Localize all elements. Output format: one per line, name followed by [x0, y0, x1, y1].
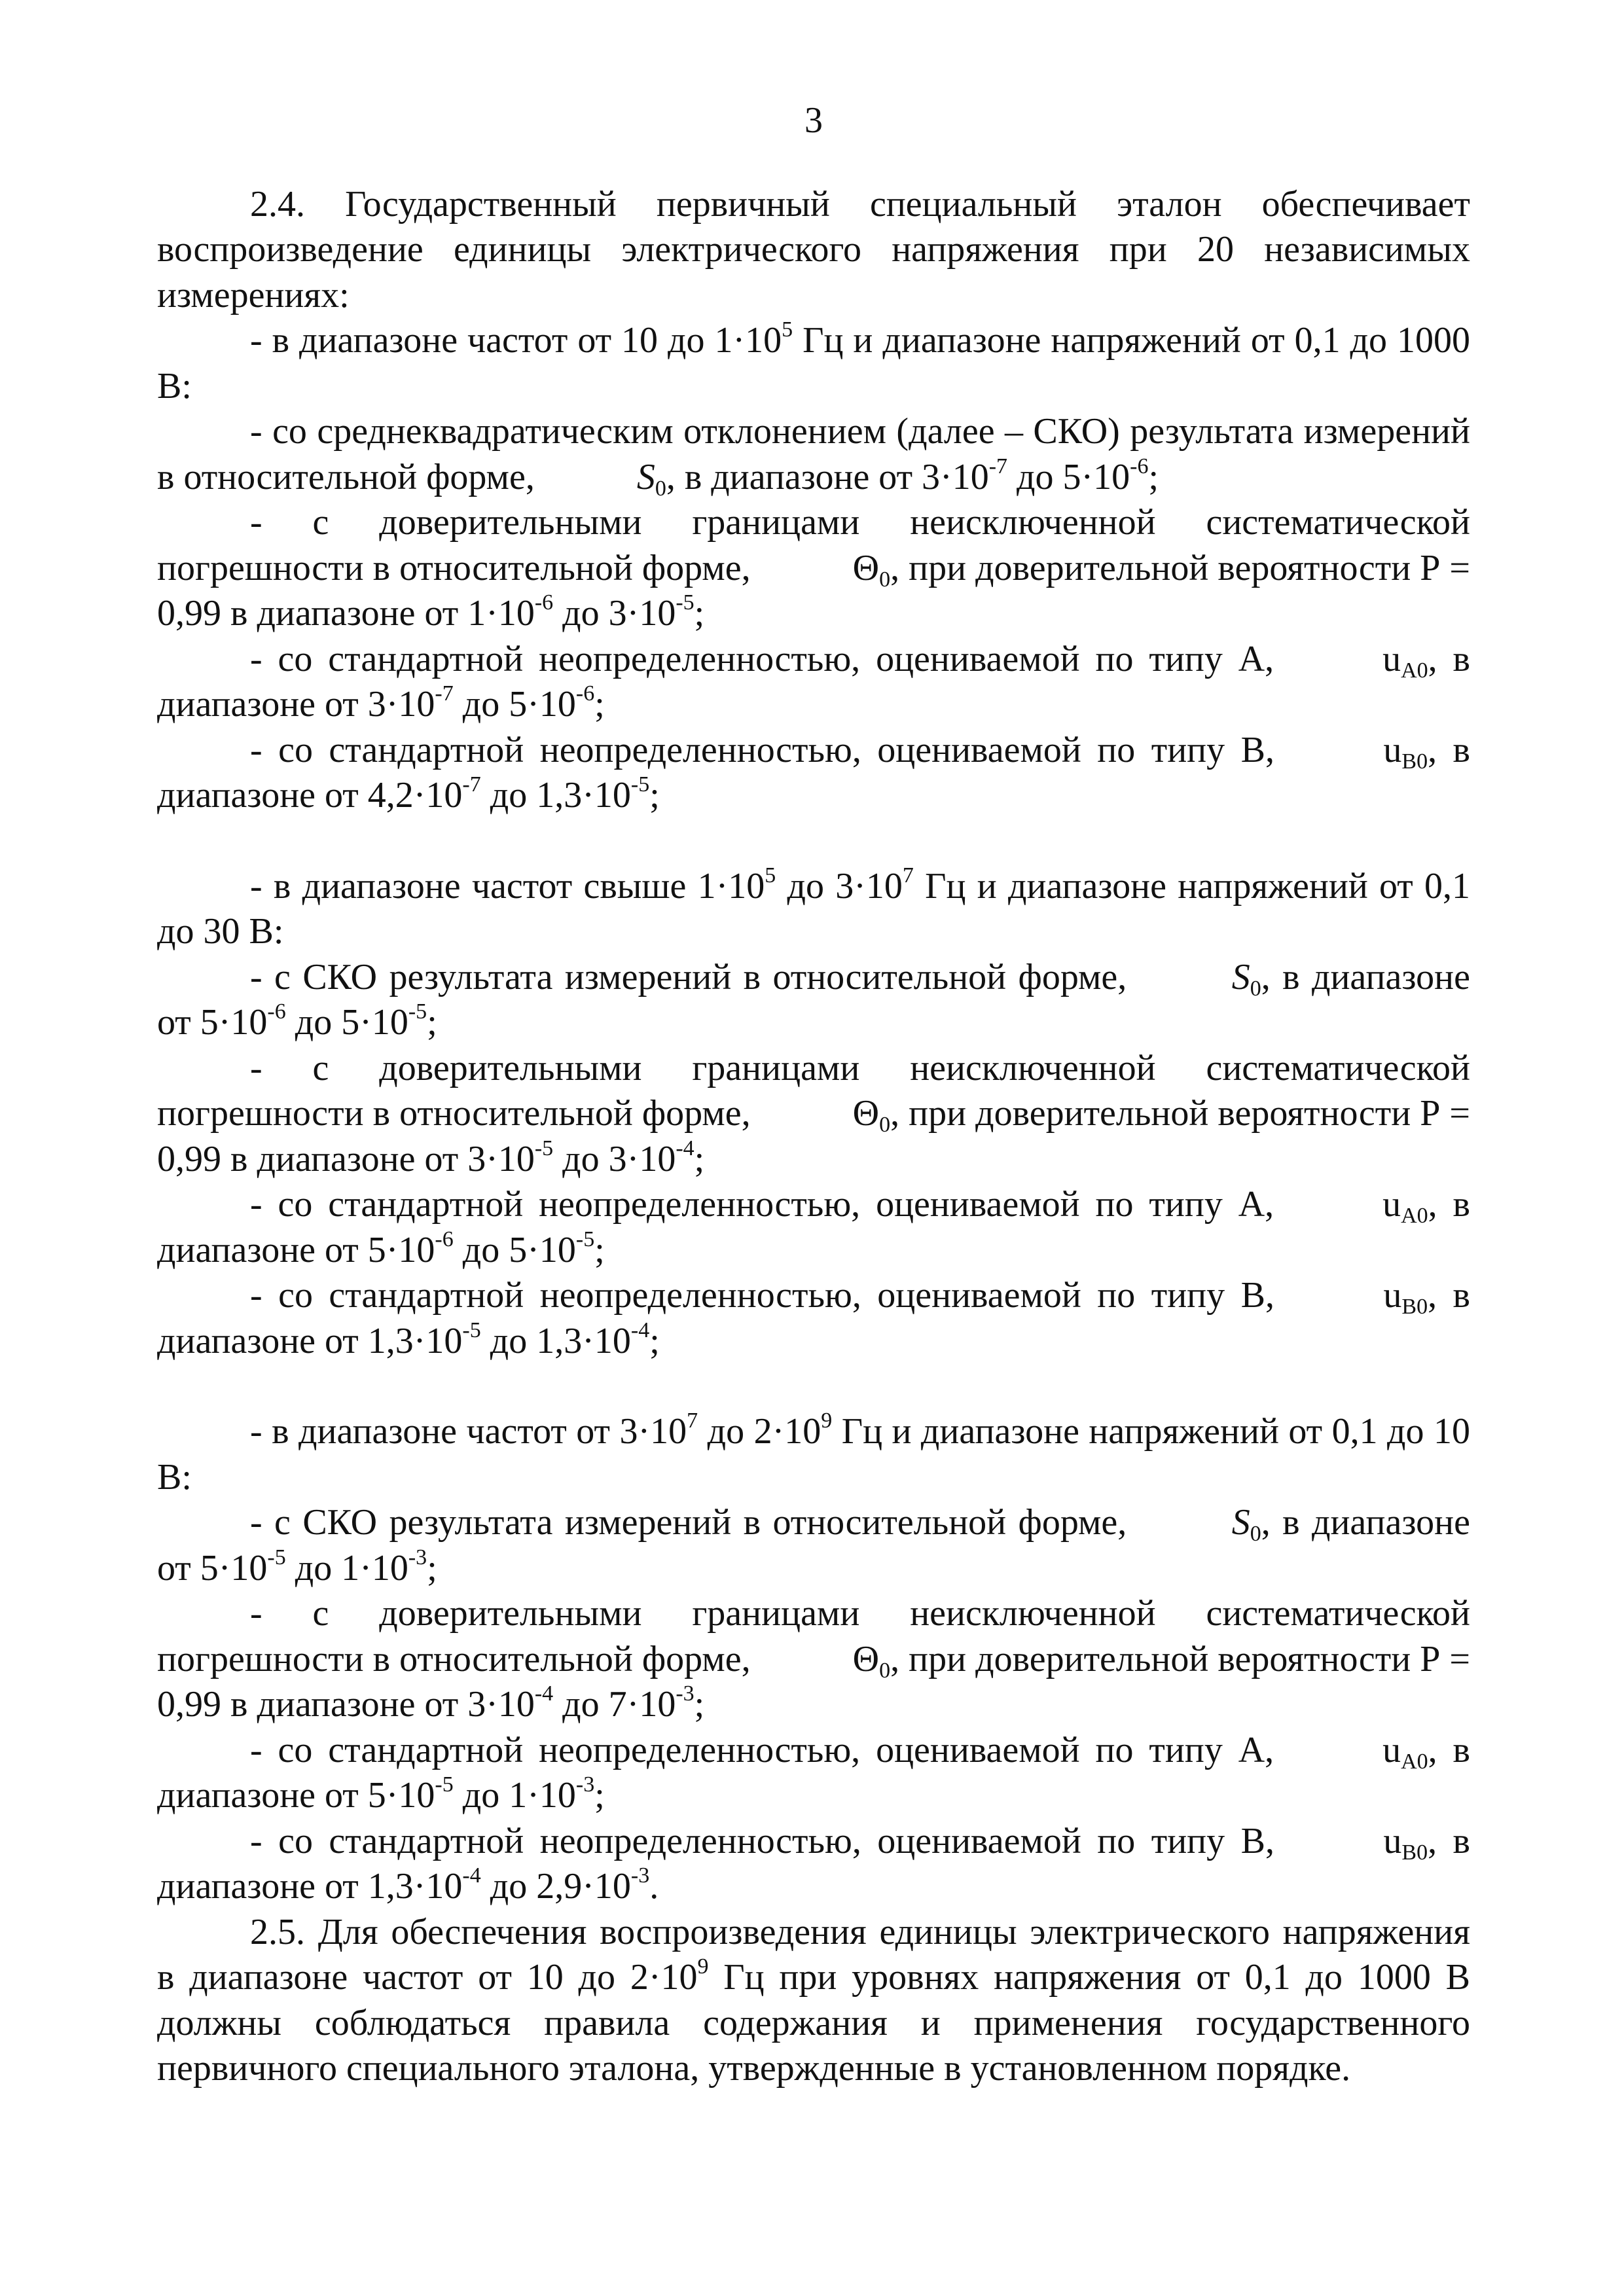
range-2-bounds: - с доверительными границами неисключенной систематической погрешности в относительной форме, $\Theta_0$, при доверительной вероятности Р = 0,99 в диапазоне от $3\cdot 10^{-5}$ до $3\cdot 10^{-4}$;: [157, 1047, 1470, 1179]
range-1-sko: - со среднеквадратическим отклонением (далее – СКО) результата измерений в относительной форме, $S_0$, в диапазоне от $3\cdot 10^{-7}$ до $5\cdot 10^{-6}$;: [157, 411, 1470, 501]
paragraph-2-4-intro: 2.4. Государственный первичный специальный эталон обеспечивает воспроизведение единицы электрического напряжения при 20 независимых измерениях:: [157, 183, 1470, 315]
range-3-sko: - с СКО результата измерений в относительной форме, $S_0$, в диапазоне от $5\cdot 10^{-5}$ до $1\cdot 10^{-3}$;: [157, 1502, 1470, 1588]
range-3-uncertainty-a: - со стандартной неопределенностью, оцениваемой по типу А, $u_{A0}$, в диапазоне от $5\cdot 10^{-5}$ до $1\cdot 10^{-3}$;: [157, 1729, 1470, 1816]
page-number: 3: [804, 100, 823, 141]
range-2-uncertainty-a: - со стандартной неопределенностью, оцениваемой по типу А, $u_{A0}$, в диапазоне от $5\cdot 10^{-6}$ до $5\cdot 10^{-5}$;: [157, 1184, 1470, 1270]
range-1-bounds: - с доверительными границами неисключенной систематической погрешности в относительной форме, $\Theta_0$, при доверительной вероятности Р = 0,99 в диапазоне от $1\cdot 10^{-6}$ до $3\cdot 10^{-5}$;: [157, 502, 1470, 634]
range-3-uncertainty-b: - со стандартной неопределенностью, оцениваемой по типу В, $u_{B0}$, в диапазоне от $1,3\cdot 10^{-4}$ до $2,9\cdot 10^{-3}$.: [157, 1820, 1470, 1907]
spacer: [157, 1364, 1470, 1409]
paragraph-2-5: 2.5. Для обеспечения воспроизведения единицы электрического напряжения в диапазоне частот от 10 до $2\cdot 10^9$ Гц при уровнях напряжения от 0,1 до 1000 В должны соблюдаться правила содержания и применения государственного первичного специального эталона, утвержденные в установленном порядке.: [157, 1911, 1470, 2089]
range-1-uncertainty-a: - со стандартной неопределенностью, оцениваемой по типу А, $u_{A0}$, в диапазоне от $3\cdot 10^{-7}$ до $5\cdot 10^{-6}$;: [157, 638, 1470, 725]
document-page: [157, 98, 1470, 2092]
range-1-uncertainty-b: - со стандартной неопределенностью, оцениваемой по типу В, $u_{B0}$, в диапазоне от $4,2\cdot 10^{-7}$ до $1,3\cdot 10^{-5}$;: [157, 729, 1470, 816]
range-2-uncertainty-b: - со стандартной неопределенностью, оцениваемой по типу В, $u_{B0}$, в диапазоне от $1,3\cdot 10^{-5}$ до $1,3\cdot 10^{-4}$;: [157, 1275, 1470, 1361]
range-3-bounds: - с доверительными границами неисключенной систематической погрешности в относительной форме, $\Theta_0$, при доверительной вероятности Р = 0,99 в диапазоне от $3\cdot 10^{-4}$ до $7\cdot 10^{-3}$;: [157, 1593, 1470, 1725]
spacer: [157, 819, 1470, 864]
range-3-frequency: - в диапазоне частот от $3\cdot 10^7$ до $2\cdot 10^9$ Гц и диапазоне напряжений от 0,1 до 10 В:: [157, 1408, 1471, 1498]
range-2-frequency: - в диапазоне частот свыше $1\cdot 10^5$ до $3\cdot 10^7$ Гц и диапазоне напряжений от 0,1 до 30 В:: [157, 863, 1471, 952]
range-1-frequency: - в диапазоне частот от 10 до $1\cdot 10^5$ Гц и диапазоне напряжений от 0,1 до 1000 В:: [157, 317, 1471, 406]
range-2-sko: - с СКО результата измерений в относительной форме, $S_0$, в диапазоне от $5\cdot 10^{-6}$ до $5\cdot 10^{-5}$;: [157, 956, 1470, 1043]
